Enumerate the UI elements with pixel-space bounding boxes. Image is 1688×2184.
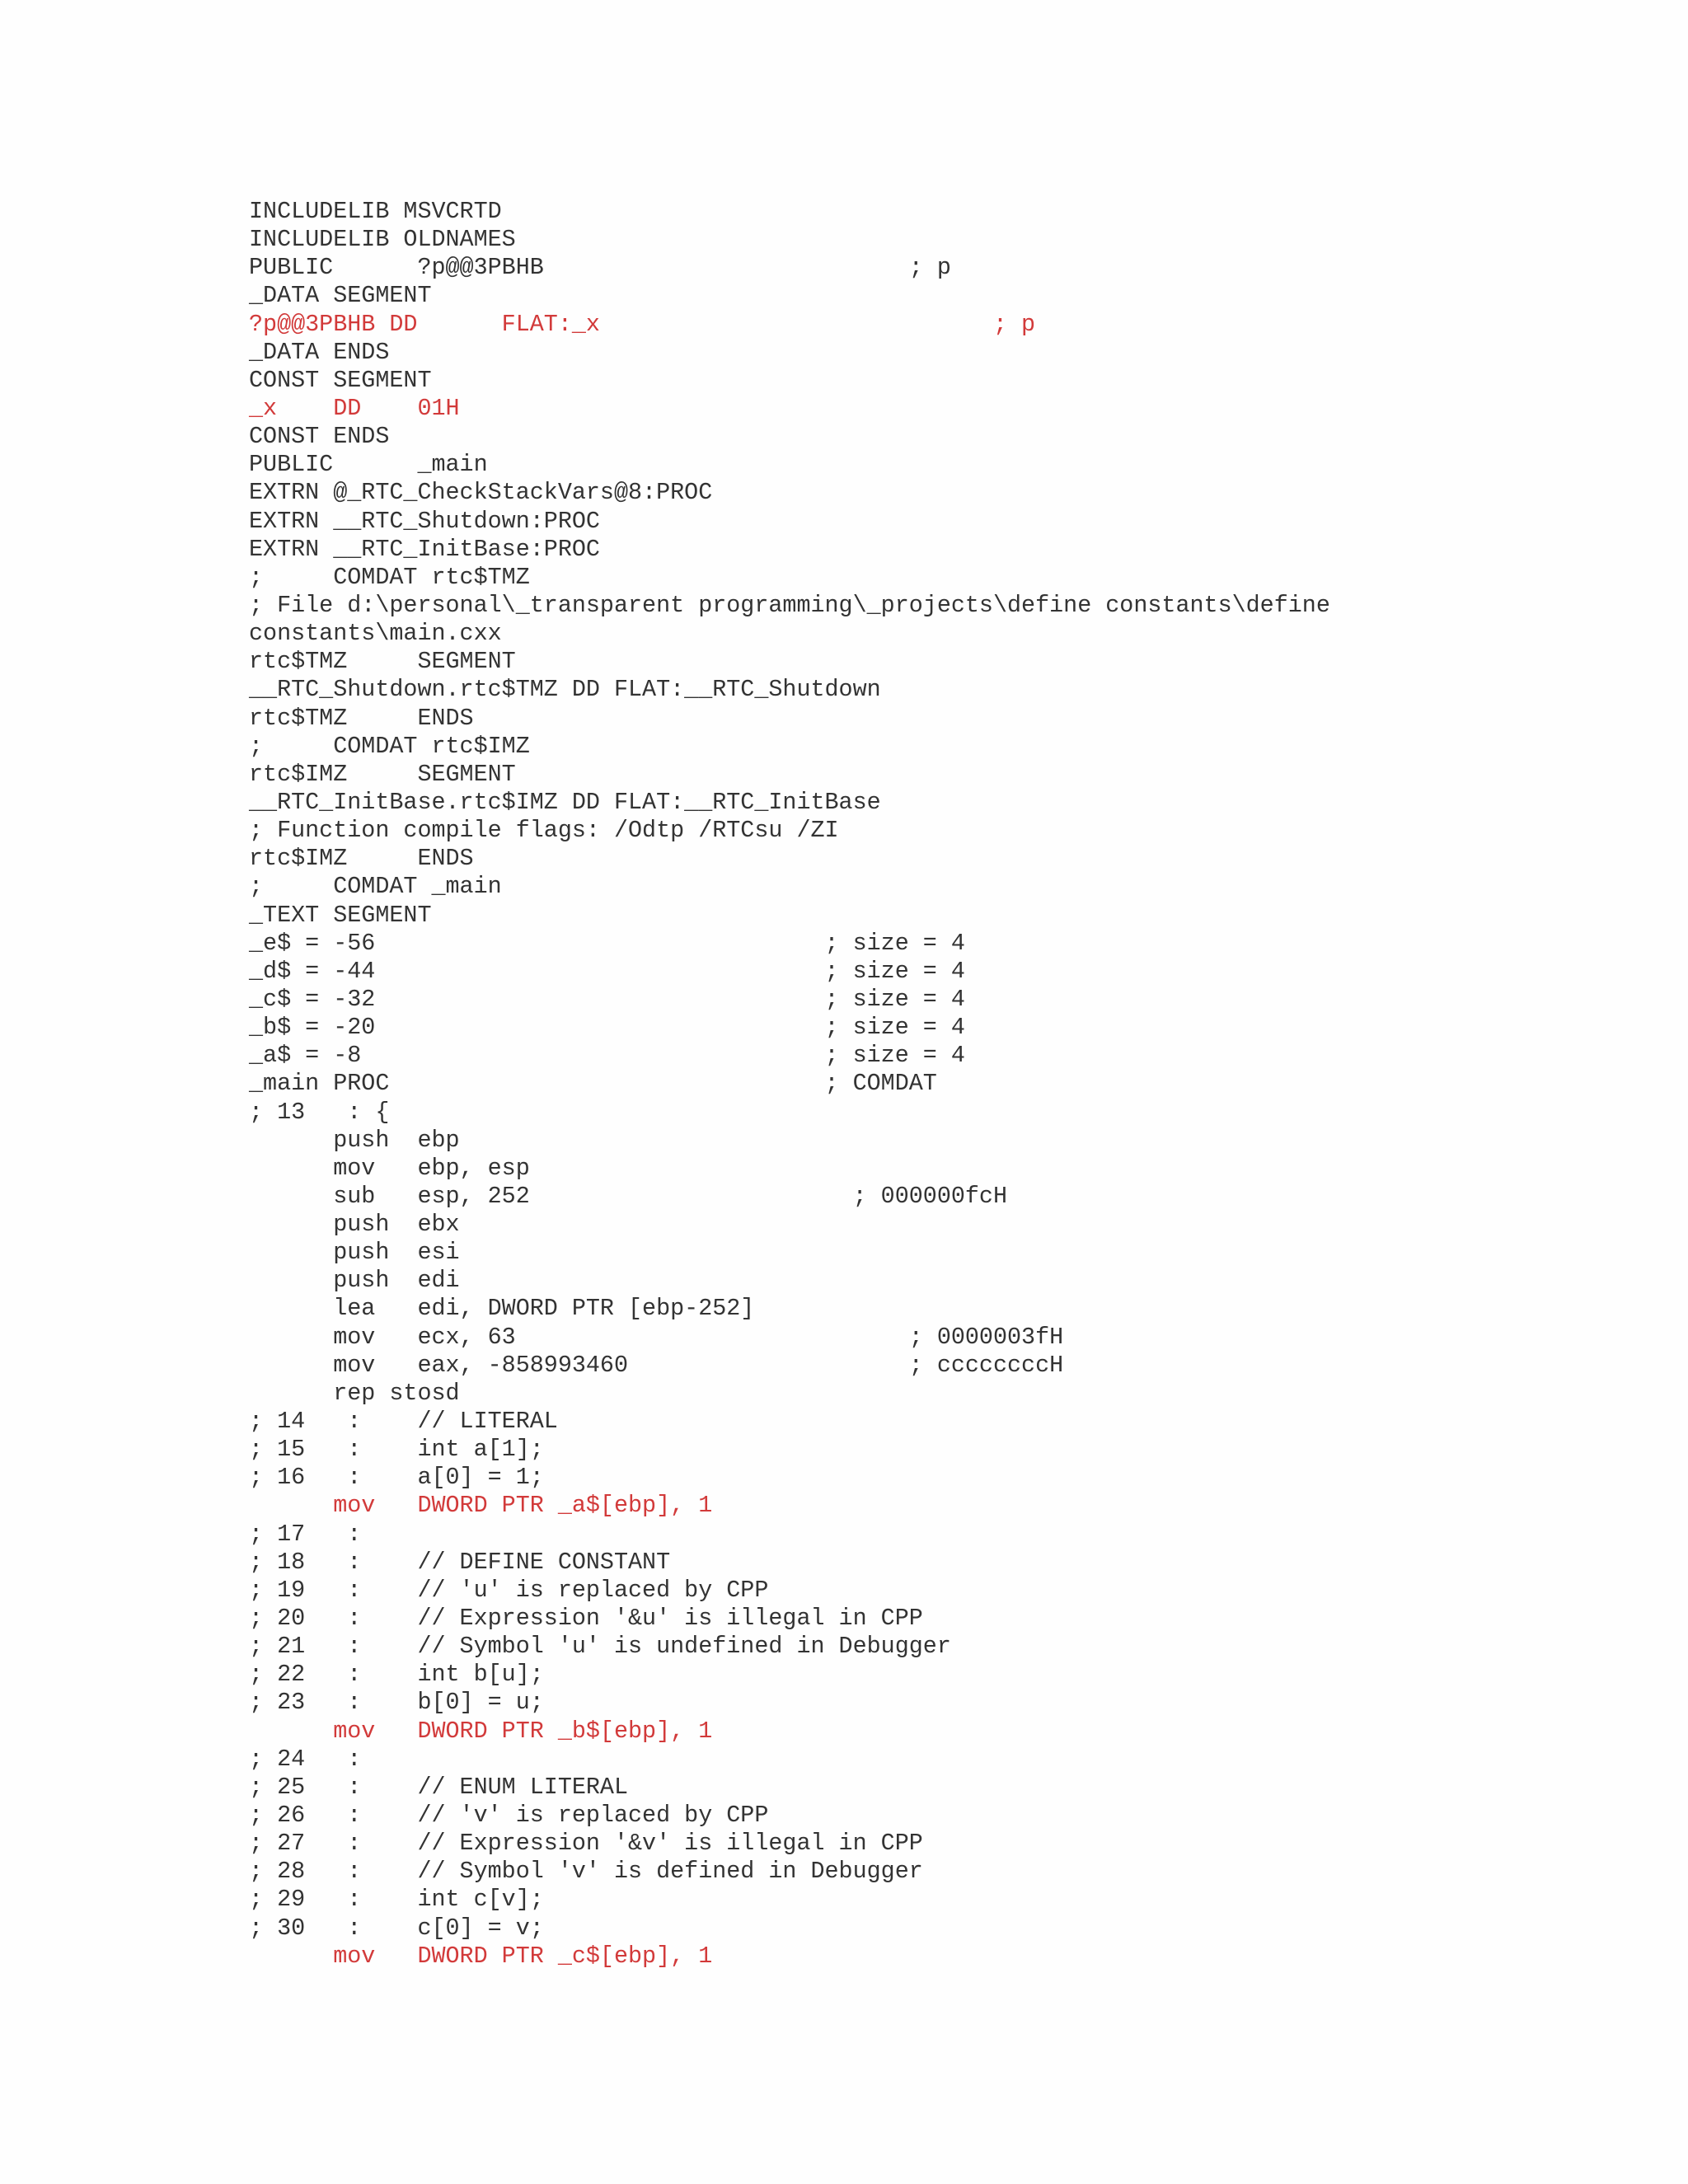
code-line: __RTC_InitBase.rtc$IMZ DD FLAT:__RTC_InitBase — [249, 788, 881, 816]
code-line: constants\main.cxx — [249, 620, 502, 648]
code-line: rtc$TMZ SEGMENT — [249, 648, 516, 676]
code-line: push ebx — [249, 1211, 460, 1239]
code-line: PUBLIC _main — [249, 451, 488, 479]
code-line: mov eax, -858993460 ; ccccccccH — [249, 1351, 1064, 1379]
code-line: rep stosd — [249, 1379, 460, 1407]
code-line: mov ebp, esp — [249, 1154, 530, 1182]
code-line: ; Function compile flags: /Odtp /RTCsu /ZI — [249, 817, 839, 845]
code-line: ; 24 : — [249, 1745, 362, 1773]
code-line: ; 27 : // Expression '&v' is illegal in CPP — [249, 1830, 923, 1858]
code-line: ; 15 : int a[1]; — [249, 1436, 544, 1464]
code-line: ; 29 : int c[v]; — [249, 1886, 544, 1914]
code-line: ; 14 : // LITERAL — [249, 1408, 558, 1436]
code-line: _e$ = -56 ; size = 4 — [249, 929, 965, 957]
code-line: INCLUDELIB MSVCRTD — [249, 198, 502, 225]
code-line: mov ecx, 63 ; 0000003fH — [249, 1323, 1064, 1351]
code-line: push esi — [249, 1239, 460, 1267]
code-line: _TEXT SEGMENT — [249, 901, 432, 929]
code-line: _DATA SEGMENT — [249, 282, 432, 310]
highlighted-code-line: mov DWORD PTR _a$[ebp], 1 — [249, 1492, 713, 1520]
code-line: rtc$IMZ ENDS — [249, 845, 474, 873]
code-line: _d$ = -44 ; size = 4 — [249, 957, 965, 985]
code-line: ; 30 : c[0] = v; — [249, 1914, 544, 1942]
code-line: push edi — [249, 1267, 460, 1295]
code-line: INCLUDELIB OLDNAMES — [249, 226, 516, 254]
code-line: ; 13 : { — [249, 1098, 390, 1126]
code-line: ; 26 : // 'v' is replaced by CPP — [249, 1802, 769, 1830]
code-line: ; 19 : // 'u' is replaced by CPP — [249, 1576, 769, 1604]
code-line: rtc$TMZ ENDS — [249, 704, 474, 732]
code-line: ; COMDAT rtc$TMZ — [249, 563, 530, 591]
code-line: ; 20 : // Expression '&u' is illegal in CPP — [249, 1605, 923, 1633]
highlighted-code-line: _x DD 01H — [249, 394, 460, 422]
code-line: ; File d:\personal\_transparent programming\_projects\define constants\define — [249, 591, 1330, 619]
assembly-listing — [249, 198, 1330, 1971]
highlighted-code-line: mov DWORD PTR _c$[ebp], 1 — [249, 1942, 713, 1970]
highlighted-code-line: ?p@@3PBHB DD FLAT:_x ; p — [249, 310, 1036, 338]
code-line: ; COMDAT rtc$IMZ — [249, 732, 530, 760]
code-line: _c$ = -32 ; size = 4 — [249, 985, 965, 1013]
code-line: ; 22 : int b[u]; — [249, 1661, 544, 1689]
code-line: EXTRN __RTC_Shutdown:PROC — [249, 507, 600, 535]
code-line: _main PROC ; COMDAT — [249, 1070, 937, 1098]
code-line: CONST SEGMENT — [249, 366, 432, 394]
code-line: ; 28 : // Symbol 'v' is defined in Debugger — [249, 1858, 923, 1886]
code-line: _b$ = -20 ; size = 4 — [249, 1014, 965, 1042]
code-line: rtc$IMZ SEGMENT — [249, 760, 516, 788]
code-line: ; 25 : // ENUM LITERAL — [249, 1773, 629, 1801]
code-line: sub esp, 252 ; 000000fcH — [249, 1182, 1008, 1210]
code-line: lea edi, DWORD PTR [ebp-252] — [249, 1295, 755, 1323]
code-line: _a$ = -8 ; size = 4 — [249, 1042, 965, 1070]
code-line: _DATA ENDS — [249, 338, 390, 366]
code-line: ; 16 : a[0] = 1; — [249, 1464, 544, 1492]
code-line: __RTC_Shutdown.rtc$TMZ DD FLAT:__RTC_Shutdown — [249, 676, 881, 704]
code-line: push ebp — [249, 1126, 460, 1154]
code-line: ; 23 : b[0] = u; — [249, 1689, 544, 1717]
code-line: ; 17 : — [249, 1520, 362, 1548]
code-line: ; 18 : // DEFINE CONSTANT — [249, 1548, 671, 1576]
code-line: ; 21 : // Symbol 'u' is undefined in Debugger — [249, 1633, 951, 1661]
code-line: EXTRN __RTC_InitBase:PROC — [249, 535, 600, 563]
code-line: PUBLIC ?p@@3PBHB ; p — [249, 254, 951, 282]
highlighted-code-line: mov DWORD PTR _b$[ebp], 1 — [249, 1717, 713, 1745]
code-line: ; COMDAT _main — [249, 873, 502, 901]
code-line: EXTRN @_RTC_CheckStackVars@8:PROC — [249, 479, 713, 507]
code-line: CONST ENDS — [249, 423, 390, 451]
